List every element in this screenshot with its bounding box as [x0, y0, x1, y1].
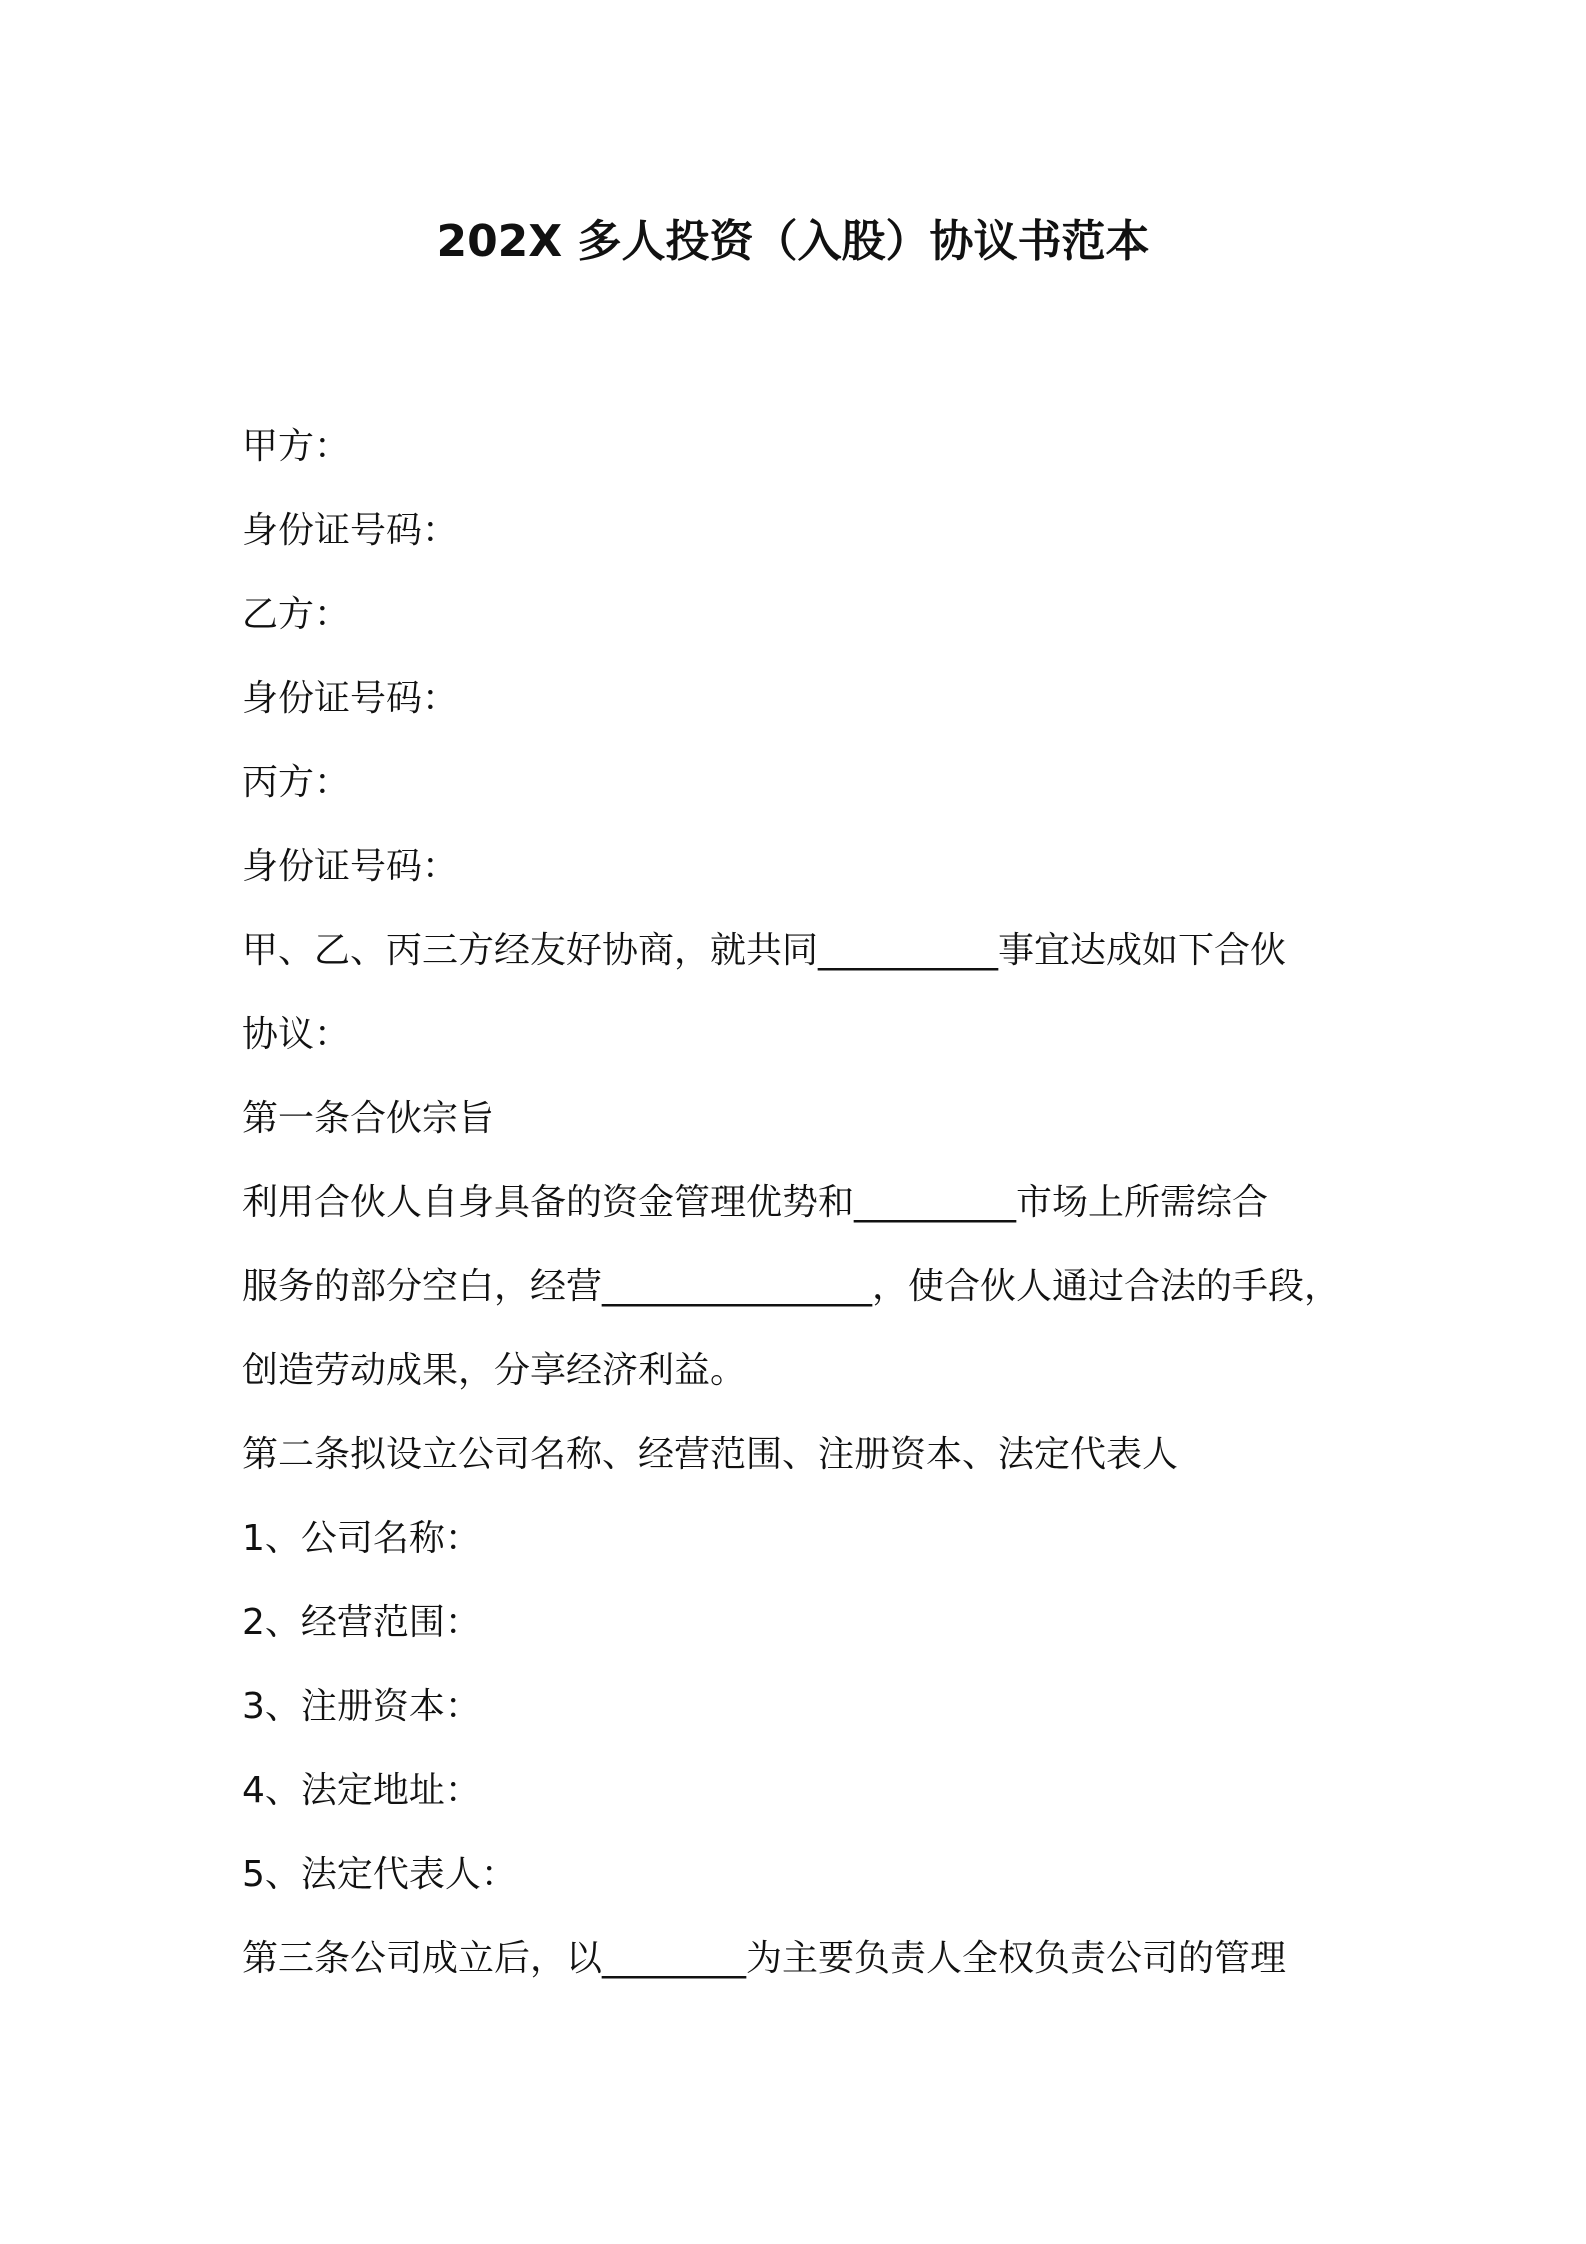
- company-name-item: 1、公司名称：: [242, 1518, 481, 1559]
- article-2-heading: 第二条拟设立公司名称、经营范围、注册资本、法定代表人: [242, 1434, 1179, 1475]
- article-3-text-line-1: 第三条公司成立后，以________为主要负责人全权负责公司的管理: [242, 1938, 1287, 1979]
- party-c-id-label: 身份证号码：: [242, 846, 459, 887]
- business-scope-item: 2、经营范围：: [242, 1602, 481, 1643]
- article-1-heading: 第一条合伙宗旨: [242, 1098, 495, 1139]
- article-1-text-line-2: 服务的部分空白，经营_______________，使合伙人通过合法的手段，: [242, 1266, 1341, 1307]
- legal-address-item: 4、法定地址：: [242, 1770, 481, 1811]
- party-a-id-label: 身份证号码：: [242, 510, 459, 551]
- agreement-intro-line-1: 甲、乙、丙三方经友好协商，就共同__________事宜达成如下合伙: [242, 930, 1287, 971]
- agreement-intro-line-2: 协议：: [242, 1014, 351, 1055]
- article-1-text-line-1: 利用合伙人自身具备的资金管理优势和_________市场上所需综合: [242, 1182, 1269, 1223]
- party-b-label: 乙方：: [242, 594, 351, 635]
- party-a-label: 甲方：: [242, 426, 351, 467]
- party-b-id-label: 身份证号码：: [242, 678, 459, 719]
- document-title: 202X 多人投资（入股）协议书范本: [436, 216, 1150, 267]
- legal-representative-item: 5、法定代表人：: [242, 1854, 517, 1895]
- party-c-label: 丙方：: [242, 762, 351, 803]
- article-1-text-line-3: 创造劳动成果，分享经济利益。: [242, 1350, 747, 1391]
- document-body: [242, 405, 1357, 2001]
- registered-capital-item: 3、注册资本：: [242, 1686, 481, 1727]
